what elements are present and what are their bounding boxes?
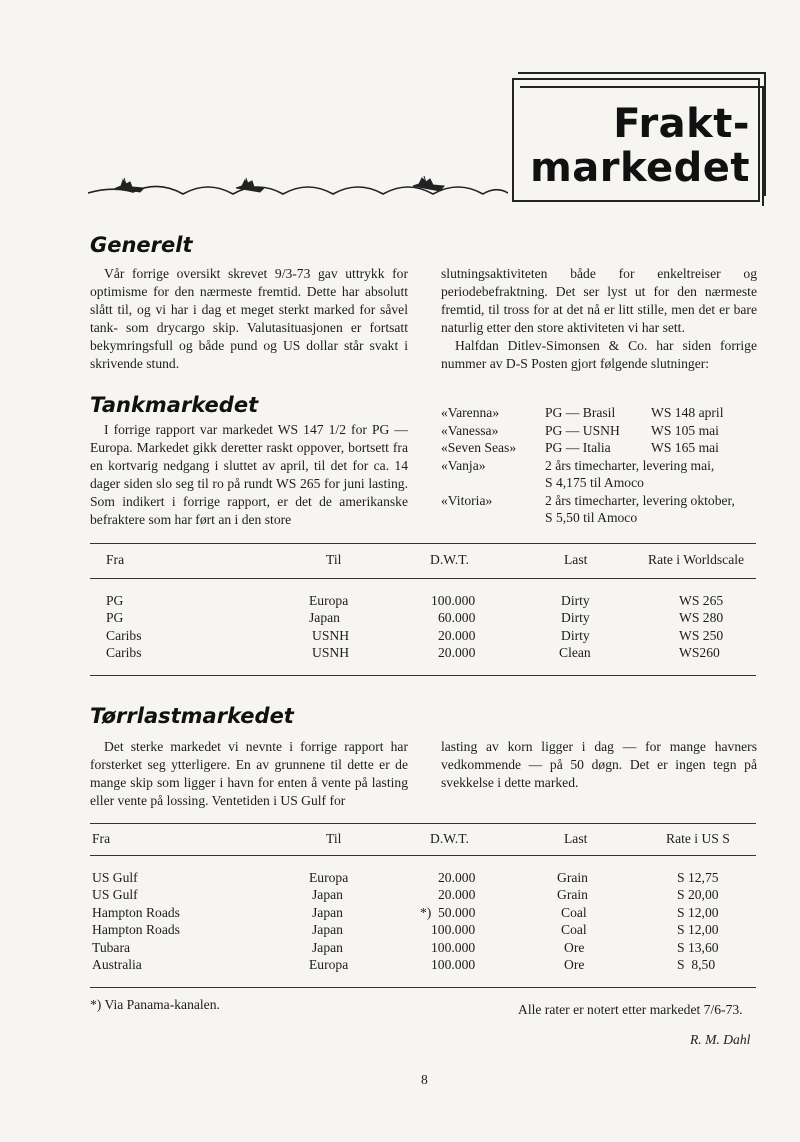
table-row: Hampton Roads <box>92 904 180 920</box>
footnote-marker: *) <box>420 904 432 920</box>
tank-table-header: Fra Til D.W.T. Last Rate i Worldscale <box>106 552 745 567</box>
dry-text-left: Det sterke markedet vi nevnte i forrige rapport har forsterket seg ytterligere. En av grunnene til dette er de mange skip som ligger i havn for enten å vente på lasting eller vente på lossing. Ventetiden i US Gulf for <box>90 739 408 808</box>
table-row: Hampton Roads <box>92 922 180 938</box>
title-box <box>512 78 760 202</box>
waves-with-ships-illustration <box>88 168 508 198</box>
table-rule <box>90 823 756 824</box>
list-item: «Seven Seas» <box>441 440 517 455</box>
footnote: *) Via Panama-kanalen. <box>90 997 220 1012</box>
section-heading-generelt: Generelt <box>90 233 193 257</box>
author-signature: R. M. Dahl <box>690 1032 751 1047</box>
table-row: US Gulf <box>92 870 138 885</box>
table-rule <box>90 987 756 988</box>
table-rule <box>90 855 756 856</box>
table-rule <box>90 578 756 579</box>
tank-table-body: PG Europa 100.000 Dirty WS 265 PG Japan 60.000 Dirty WS 280 Caribs USNH 20.000 Dirty WS 250 Caribs USNH 20.000 Clean WS260 <box>106 593 724 661</box>
tank-text-right: slutningsaktiviteten både for enkeltreiser og periodebefraktning. Det ser lyst ut for den nærmeste fremtid, til tross for at det nå er litt stille, men det er bare naturlig etter den store aktiviteten vi har sett. Halfdan Ditlev-Simonsen & Co. har siden forrige nummer av D-S Posten gjort følgende slutninger: <box>441 266 757 371</box>
dry-table-header: Fra Til D.W.T. Last Rate i US S <box>92 831 730 846</box>
list-item: «Varenna» <box>441 405 500 420</box>
page-number: 8 <box>421 1072 428 1087</box>
page-title: Frakt- markedet <box>530 101 750 191</box>
table-row: Caribs <box>106 627 142 643</box>
table-row: PG <box>106 610 124 626</box>
table-row: Caribs <box>106 645 142 661</box>
list-item: «Vanja» <box>441 457 486 473</box>
table-row: PG <box>106 593 124 608</box>
section-heading-tankmarkedet: Tankmarkedet <box>90 393 259 417</box>
table-row: US Gulf <box>92 887 138 903</box>
dry-text-right: lasting av korn ligger i dag — for mange havners vedkommende — på 50 døgn. Det er ingen tegn på svekkelse i dette marked. <box>441 739 757 790</box>
generelt-text: Vår forrige oversikt skrevet 9/3-73 gav uttrykk for optimisme for den nærmeste fremtid. Dette har absolutt slått til, og vi har i dag et meget sterkt marked for såvel tank- som drycargo skip. Valutasituasjonen er fortsatt bekymringsfull og både pund og US dollar står svakt i skrivende stund. <box>90 266 408 371</box>
fixtures-list: «Varenna» PG — Brasil WS 148 april «Vanessa» PG — USNH WS 105 mai «Seven Seas» PG — Italia WS 165 mai «Vanja» 2 års timecharter, levering mai, S 4,175 til Amoco «Vitoria» 2 års timecharter, levering oktober, S 5,50 til Amoco <box>441 405 735 525</box>
tank-text-left: I forrige rapport var markedet WS 147 1/2 for PG — Europa. Markedet gikk deretter raskt oppover, bortsett fra en kortvarig nedgang i sluttet av april, til det for ca. 14 dager siden slo seg til ro på rundt WS 265 for juni lasting. Som indikert i forrige rapport, er det de amerikanske befraktere som har ført an i den store <box>90 422 408 527</box>
table-rule <box>90 675 756 676</box>
table-row: Tubara <box>92 939 131 955</box>
table-row: Australia <box>92 957 142 972</box>
table-rule <box>90 543 756 544</box>
dry-table-body: US Gulf Europa 20.000 Grain S 12,75 US Gulf Japan 20.000 Grain S 20,00 Hampton Roads Japan *) 50.000 Coal S 12,00 Hampton Roads Japan 100.000 Coal S 12,00 Tubara Japan 100.000 Ore S 13,60 Australia Europa 100.000 Ore S 8,50 <box>92 870 719 972</box>
list-item: «Vitoria» <box>441 492 493 508</box>
rates-note: Alle rater er notert etter markedet 7/6-73. <box>518 1002 743 1017</box>
list-item: «Vanessa» <box>441 422 499 438</box>
section-heading-torrlastmarkedet: Tørrlastmarkedet <box>90 704 294 728</box>
